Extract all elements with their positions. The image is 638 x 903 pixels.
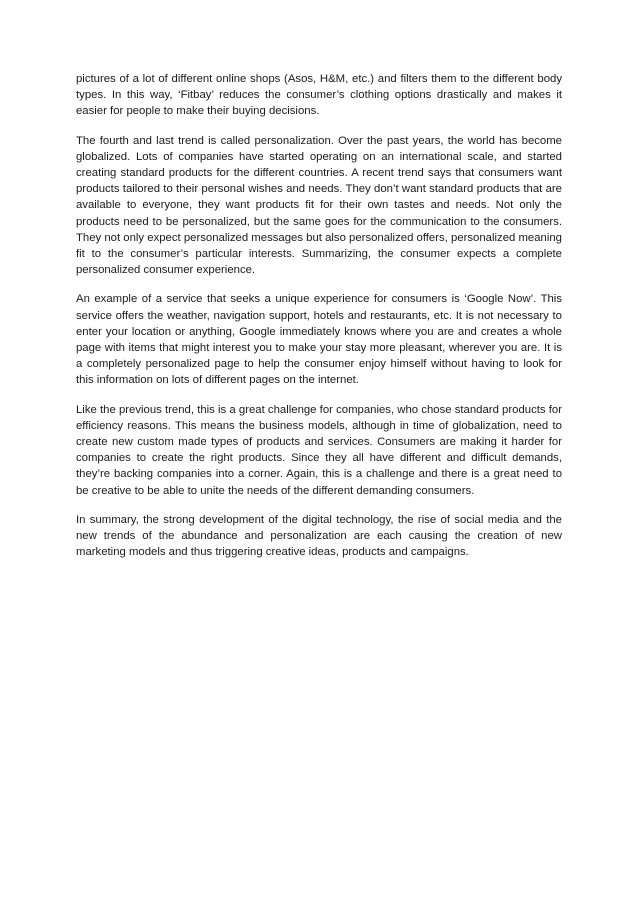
paragraph-challenge: Like the previous trend, this is a great challenge for companies, who chose standard products for efficiency reasons. This means the business models, although in time of globalization, need to create new custom made types of products and services. Consumers are making it harder for companies to create the right products. Since they all have different and difficult demands, they’re backing companies into a corner. Again, this is a challenge and there is a great need to be creative to be able to unite the needs of the different demanding consumers. (76, 403, 562, 497)
document-body (76, 71, 562, 573)
paragraph-fitbay: pictures of a lot of different online shops (Asos, H&M, etc.) and filters them to the different body types. In this way, ‘Fitbay’ reduces the consumer’s clothing options drastically and makes it easier for people to make their buying decisions. (76, 73, 562, 118)
paragraph-personalization-trend: The fourth and last trend is called personalization. Over the past years, the world has become globalized. Lots of companies have started operating on an international scale, and started creating standard products for the different countries. A recent trend says that consumers want products tailored to their personal wishes and needs. They don’t want standard products that are available to everyone, they want products fit for their own tastes and needs. Not only the products need to be personalized, but the same goes for the communication to the consumers. They not only expect personalized messages but also personalized offers, personalized meaning fit to the consumer’s particular interests. Summarizing, the consumer expects a complete personalized consumer experience. (76, 134, 562, 277)
paragraph-google-now: An example of a service that seeks a unique experience for consumers is ‘Google Now’. This service offers the weather, navigation support, hotels and restaurants, etc. It is not necessary to enter your location or anything, Google immediately knows where you are and creates a whole page with items that might interest you to make your stay more pleasant, wherever you are. It is a completely personalized page to help the consumer enjoy himself without having to look for this information on lots of different pages on the internet. (76, 293, 562, 387)
paragraph-summary: In summary, the strong development of the digital technology, the rise of social media and the new trends of the abundance and personalization are each causing the creation of new marketing models and thus triggering creative ideas, products and campaigns. (76, 513, 562, 559)
